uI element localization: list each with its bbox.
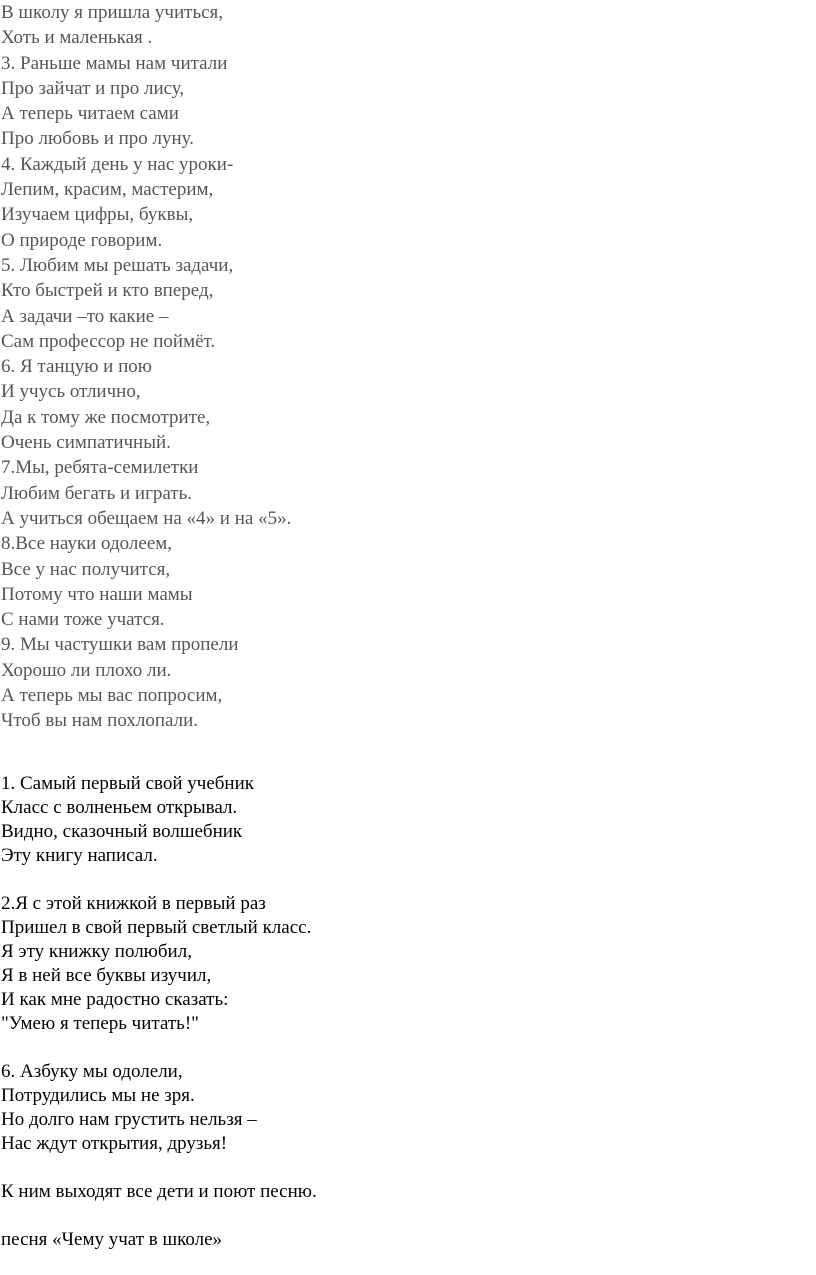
poem-chastushki <box>1 0 291 734</box>
verse-1-line: Видно, сказочный волшебник <box>1 821 243 842</box>
poem-line: Потому что наши мамы <box>1 583 193 605</box>
poem-line: Кто быстрей и кто вперед, <box>1 280 214 302</box>
poem-line: Очень симпатичный. <box>1 432 171 454</box>
poem-line: Про любовь и про луну. <box>1 128 195 150</box>
stage-direction: К ним выходят все дети и поют песню. <box>1 1181 317 1202</box>
poem-line: Любим бегать и играть. <box>1 482 193 504</box>
poem-line: Изучаем цифры, буквы, <box>1 204 194 226</box>
stanza-gap <box>1 1204 317 1228</box>
poem-line: Хоть и маленькая . <box>1 27 153 49</box>
poem-line: А учиться обещаем на «4» и на «5». <box>1 507 292 529</box>
verse-1-line: 1. Самый первый свой учебник <box>1 773 254 794</box>
poem-line: 4. Каждый день у нас уроки- <box>1 153 234 175</box>
poem-line: 9. Мы частушки вам пропели <box>1 634 239 656</box>
poem-line: Все у нас получится, <box>1 558 171 580</box>
poem-line: Лепим, красим, мастерим, <box>1 179 214 201</box>
poem-line: 3. Раньше мамы нам читали <box>1 52 228 74</box>
poem-line: Про зайчат и про лису, <box>1 77 185 99</box>
stanza-gap <box>1 1156 317 1180</box>
poem-line: Чтоб вы нам похлопали. <box>1 710 199 732</box>
poem-line: О природе говорим. <box>1 229 163 251</box>
song-title: песня «Чему учат в школе» <box>1 1229 223 1250</box>
verse-1-line: Эту книгу написал. <box>1 845 158 866</box>
poem-line: И учусь отлично, <box>1 381 141 403</box>
verse-2-line: Я эту книжку полюбил, <box>1 941 192 962</box>
poem-book-verses <box>1 772 317 1252</box>
verse-6-line: Нас ждут открытия, друзья! <box>1 1133 228 1154</box>
poem-line: Сам профессор не поймёт. <box>1 330 216 352</box>
poem-line: 6. Я танцую и пою <box>1 356 152 378</box>
verse-6-line: Потрудились мы не зря. <box>1 1085 195 1106</box>
verse-2-line: "Умею я теперь читать!" <box>1 1013 199 1034</box>
verse-6-line: Но долго нам грустить нельзя – <box>1 1109 257 1130</box>
poem-line: 5. Любим мы решать задачи, <box>1 254 234 276</box>
poem-line: А задачи –то какие – <box>1 305 169 327</box>
poem-line: А теперь мы вас попросим, <box>1 685 223 707</box>
verse-6-line: 6. Азбуку мы одолели, <box>1 1061 183 1082</box>
stanza-gap <box>1 1036 317 1060</box>
poem-line: В школу я пришла учиться, <box>1 2 224 23</box>
verse-1-line: Класс с волненьем открывал. <box>1 797 238 818</box>
poem-line: С нами тоже учатся. <box>1 609 165 631</box>
poem-line: Да к тому же посмотрите, <box>1 406 211 428</box>
verse-2-line: Пришел в свой первый светлый класс. <box>1 917 312 938</box>
poem-line: Хорошо ли плохо ли. <box>1 659 172 681</box>
verse-2-line: 2.Я с этой книжкой в первый раз <box>1 893 266 914</box>
poem-line: 7.Мы, ребята-семилетки <box>1 457 199 479</box>
verse-2-line: Я в ней все буквы изучил, <box>1 965 212 986</box>
poem-line: 8.Все науки одолеем, <box>1 533 173 555</box>
stanza-gap <box>1 868 317 892</box>
verse-2-line: И как мне радостно сказать: <box>1 989 229 1010</box>
poem-line: А теперь читаем сами <box>1 103 179 125</box>
